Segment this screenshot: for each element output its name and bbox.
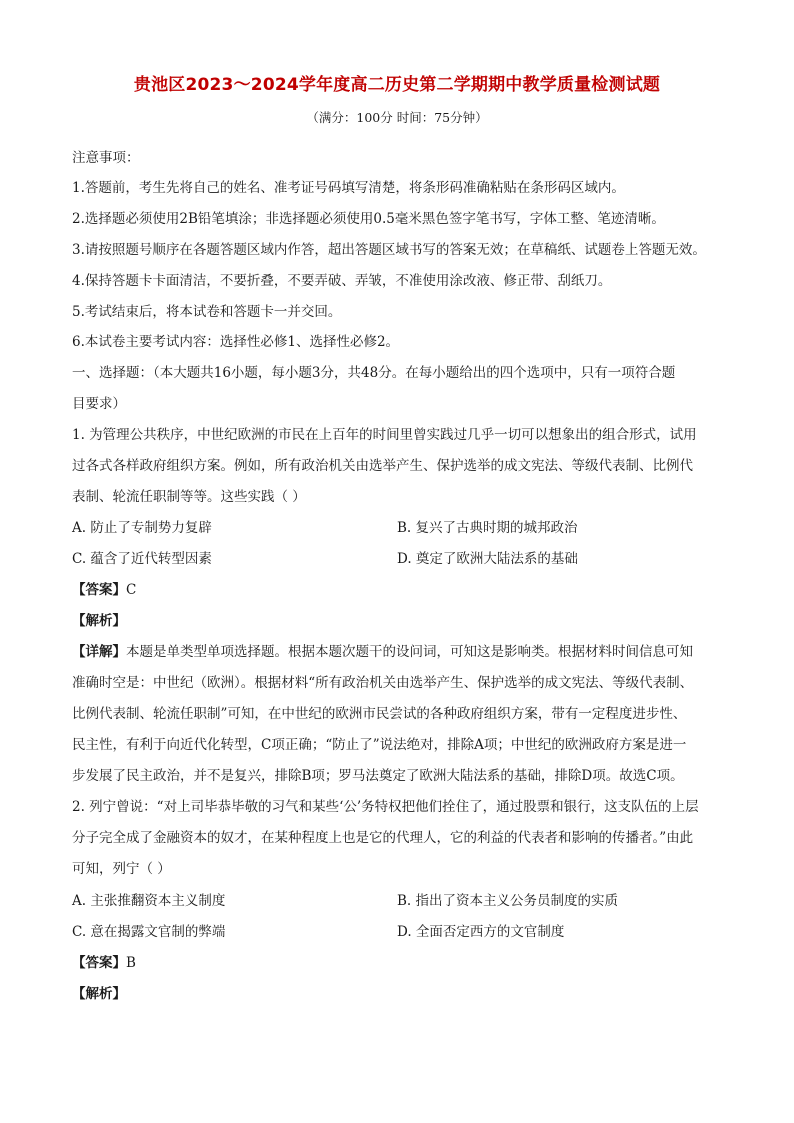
option-d: D. 奠定了欧洲大陆法系的基础: [397, 551, 578, 567]
analysis-heading: [72, 982, 126, 1002]
option-b: B. 指出了资本主义公务员制度的实质: [397, 893, 619, 909]
option-b: B. 复兴了古典时期的城邦政治: [397, 520, 578, 536]
option-a: A. 主张推翻资本主义制度: [72, 893, 226, 909]
notes-item: 5.考试结束后，将本试卷和答题卡一并交回。: [72, 304, 342, 320]
notes-item: 2.选择题必须使用2B铅笔填涂；非选择题必须使用0.5毫米黑色签字笔书写，字体工整、笔迹清晰。: [72, 211, 665, 227]
detail-text: 准确时空是：中世纪（欧洲）。根据材料“所有政治机关由选举产生、保护选举的成文宪法、等级代表制、: [72, 675, 694, 691]
exam-info: （满分：100分 时间：75分钟）: [306, 110, 488, 125]
question-stem: 1. 为管理公共秩序，中世纪欧洲的市民在上百年的时间里曾实践过几乎一切可以想象出的组合形式，试用: [72, 427, 697, 443]
notes-item: 1.答题前，考生先将自己的姓名、准考证号码填写清楚，将条形码准确粘贴在条形码区域内。: [72, 180, 625, 196]
answer-value: B: [126, 955, 136, 971]
section-instructions: 目要求）: [72, 396, 126, 412]
option-c: C. 蕴含了近代转型因素: [72, 551, 212, 567]
analysis-tag: 【解析】: [72, 613, 126, 629]
answer-line: [72, 951, 136, 971]
notes-heading: 注意事项：: [72, 150, 140, 166]
option-a: A. 防止了专制势力复辟: [72, 520, 212, 536]
question-stem: 可知，列宁（ ）: [72, 861, 171, 877]
answer-line: [72, 578, 136, 598]
detail-text: 步发展了民主政治，并不是复兴，排除B项；罗马法奠定了欧洲大陆法系的基础，排除D项。故选C项。: [72, 768, 684, 784]
answer-value: C: [126, 582, 137, 598]
detail-text: 民主性，有利于向近代化转型，C项正确；“防止了”说法绝对，排除A项；中世纪的欧洲政府方案是进一: [72, 737, 687, 753]
question-stem: 表制、轮流任职制等等。这些实践（ ）: [72, 489, 306, 505]
section-instructions: 一、选择题：（本大题共16小题，每小题3分，共48分。在每小题给出的四个选项中，只有一项符合题: [72, 365, 676, 381]
question-stem: 过各式各样政府组织方案。例如，所有政治机关由选举产生、保护选举的成文宪法、等级代表制、比例代: [72, 458, 693, 474]
detail-text: 比例代表制、轮流任职制”可知，在中世纪的欧洲市民尝试的各种政府组织方案，带有一定程度进步性、: [72, 706, 687, 722]
analysis-heading: [72, 609, 126, 629]
analysis-tag: 【解析】: [72, 986, 126, 1002]
detail-line: [72, 640, 693, 660]
question-stem: 2. 列宁曾说：“对上司毕恭毕敬的习气和某些‘公’务特权把他们拴住了，通过股票和银行，这支队伍的上层: [72, 799, 699, 815]
question-stem: 分子完全成了金融资本的奴才，在某种程度上也是它的代理人，它的利益的代表者和影响的传播者。”由此: [72, 830, 694, 846]
notes-item: 3.请按照题号顺序在各题答题区域内作答，超出答题区域书写的答案无效；在草稿纸、试题卷上答题无效。: [72, 242, 706, 258]
answer-tag: 【答案】: [72, 582, 126, 598]
option-d: D. 全面否定西方的文官制度: [397, 924, 565, 940]
detail-text: 本题是单类型单项选择题。根据本题次题干的设问词，可知这是影响类。根据材料时间信息可知: [126, 644, 693, 660]
option-c: C. 意在揭露文官制的弊端: [72, 924, 226, 940]
notes-item: 6.本试卷主要考试内容：选择性必修1、选择性必修2。: [72, 334, 400, 350]
page-title: 贵池区2023～2024学年度高二历史第二学期期中教学质量检测试题: [133, 75, 661, 95]
notes-item: 4.保持答题卡卡面清洁，不要折叠，不要弄破、弄皱，不准使用涂改液、修正带、刮纸刀。: [72, 273, 612, 289]
answer-tag: 【答案】: [72, 955, 126, 971]
detail-tag: 【详解】: [72, 644, 126, 660]
